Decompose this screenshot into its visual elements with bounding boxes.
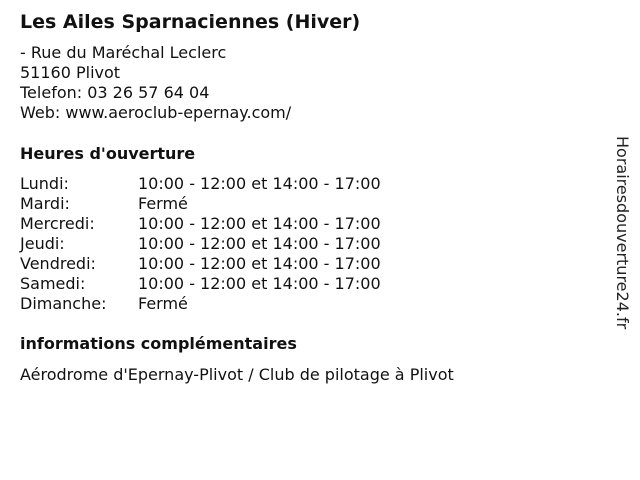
additional-info-text: Aérodrome d'Epernay-Plivot / Club de pilotage à Plivot [20,365,454,384]
hours-row-thursday [20,234,381,254]
time-range: 10:00 - 12:00 et 14:00 - 17:00 [138,174,381,193]
hours-row-saturday [20,274,381,294]
site-watermark: Horairesdouverture24.fr [613,136,632,330]
time-range: 10:00 - 12:00 et 14:00 - 17:00 [138,234,381,253]
hours-row-wednesday [20,214,381,234]
street-address: - Rue du Maréchal Leclerc [20,43,227,62]
day-label: Mardi: [20,194,70,213]
website: Web: www.aeroclub-epernay.com/ [20,103,292,122]
opening-hours-heading: Heures d'ouverture [20,144,196,163]
additional-info-heading: informations complémentaires [20,334,297,353]
time-range: 10:00 - 12:00 et 14:00 - 17:00 [138,274,381,293]
day-label: Samedi: [20,274,86,293]
day-label: Mercredi: [20,214,95,233]
day-label: Dimanche: [20,294,107,313]
time-range: Fermé [138,194,188,213]
time-range: 10:00 - 12:00 et 14:00 - 17:00 [138,254,381,273]
day-label: Vendredi: [20,254,96,273]
city: 51160 Plivot [20,63,121,82]
opening-hours-table [20,174,381,314]
hours-row-tuesday [20,194,381,214]
time-range: 10:00 - 12:00 et 14:00 - 17:00 [138,214,381,233]
time-range: Fermé [138,294,188,313]
day-label: Lundi: [20,174,69,193]
day-label: Jeudi: [20,234,65,253]
hours-row-friday [20,254,381,274]
hours-row-sunday [20,294,381,314]
business-name: Les Ailes Sparnaciennes (Hiver) [20,11,361,33]
hours-row-monday [20,174,381,194]
address-block [20,43,291,123]
phone-number: Telefon: 03 26 57 64 04 [20,83,210,102]
